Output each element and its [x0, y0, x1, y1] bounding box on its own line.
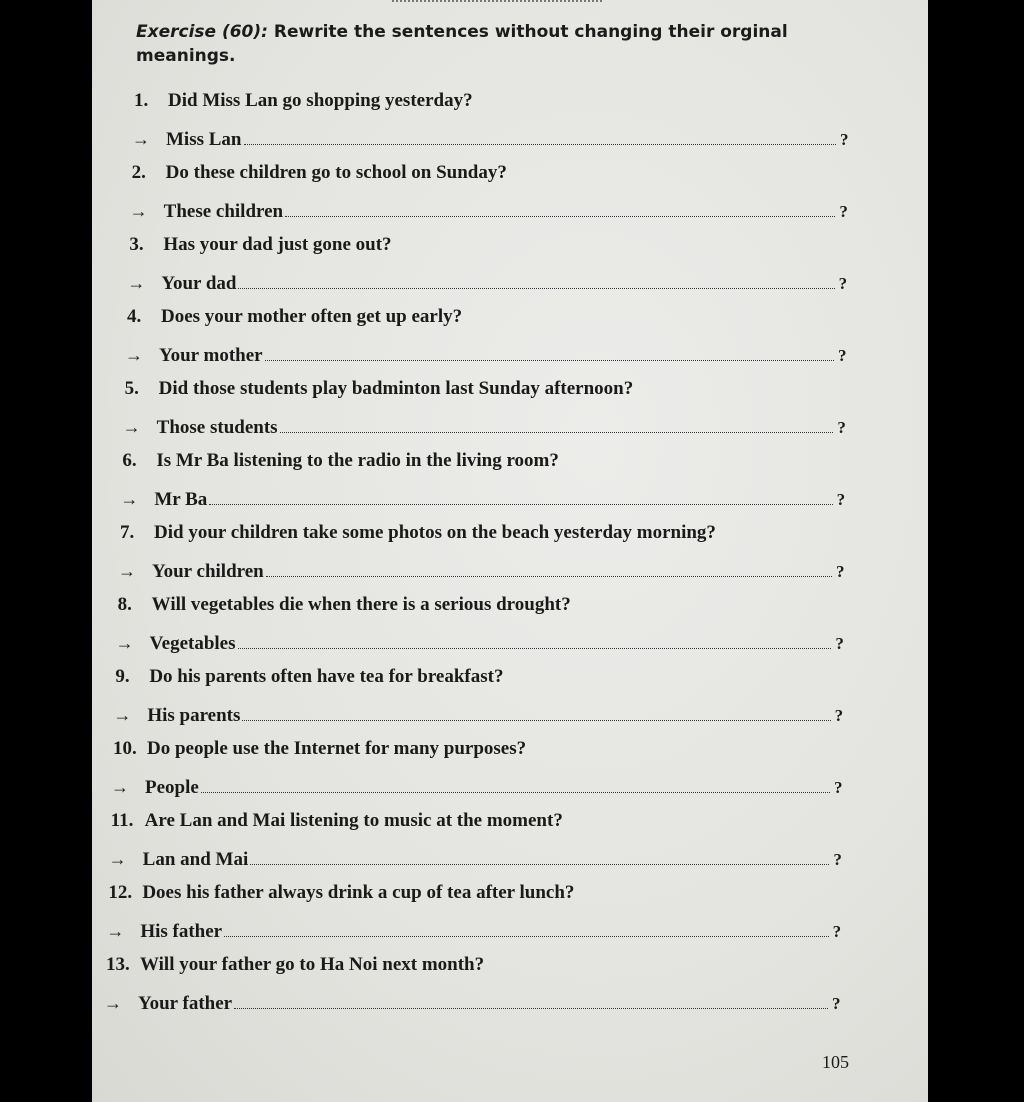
question-row [92, 518, 928, 554]
answer-row [92, 554, 848, 590]
answer-stem: Your children [152, 561, 264, 582]
answer-row [92, 482, 849, 518]
answer-stem: His father [140, 921, 223, 942]
question-row [92, 446, 928, 482]
answer-row [92, 770, 846, 806]
arrow-icon: → [118, 561, 136, 581]
question-mark: ? [836, 490, 846, 509]
exercise-label: Exercise (60): [136, 22, 268, 42]
question-text: Did your children take some photos on the beach yesterday morning? [154, 522, 716, 543]
question-mark: ? [839, 202, 848, 221]
question-mark: ? [840, 130, 849, 149]
answer-blank[interactable] [250, 842, 829, 865]
question-number: 13. [106, 954, 130, 975]
question-row [92, 662, 928, 698]
answer-row [92, 122, 852, 158]
answer-row [92, 266, 851, 302]
question-text: Do his parents often have tea for breakfast? [149, 666, 504, 687]
answer-blank[interactable] [238, 626, 832, 649]
question-row [92, 302, 928, 338]
exercise-list [92, 86, 928, 1022]
answer-row [92, 914, 845, 950]
exercise-instruction: Rewrite the sentences without changing their orginal [273, 22, 788, 42]
question-text: Are Lan and Mai listening to music at the moment? [144, 810, 563, 831]
arrow-icon: → [115, 633, 134, 653]
question-text: Do people use the Internet for many purposes? [147, 738, 527, 759]
arrow-icon: → [132, 129, 150, 149]
question-mark: ? [838, 346, 847, 365]
question-text: Did those students play badminton last Sunday afternoon? [158, 378, 634, 399]
question-text: Does your mother often get up early? [161, 306, 463, 327]
exercise-instruction-cont: meanings. [136, 46, 236, 66]
arrow-icon: → [120, 489, 139, 509]
answer-row [92, 194, 851, 230]
answer-blank[interactable] [224, 914, 829, 937]
question-text: Will vegetables die when there is a serious drought? [151, 594, 571, 615]
arrow-icon: → [108, 849, 127, 869]
question-text: Do these children go to school on Sunday? [165, 162, 507, 183]
question-mark: ? [832, 922, 842, 941]
answer-blank[interactable] [238, 266, 834, 289]
answer-blank[interactable] [266, 554, 832, 577]
question-mark: ? [838, 274, 848, 293]
answer-row [92, 338, 850, 374]
question-number: 6. [122, 450, 137, 471]
question-text: Has your dad just gone out? [163, 234, 392, 255]
question-number: 4. [127, 306, 142, 327]
question-text: Will your father go to Ha Noi next month? [140, 954, 485, 975]
answer-row [92, 410, 849, 446]
answer-blank[interactable] [285, 194, 835, 217]
question-row [92, 806, 928, 842]
question-mark: ? [836, 562, 845, 581]
question-row [92, 878, 928, 914]
arrow-icon: → [127, 273, 146, 293]
answer-stem: Vegetables [149, 633, 236, 654]
answer-blank[interactable] [209, 482, 832, 505]
question-row [92, 734, 928, 770]
answer-blank[interactable] [201, 770, 830, 793]
question-number: 10. [113, 738, 137, 759]
answer-blank[interactable] [265, 338, 834, 361]
question-row [92, 158, 928, 194]
answer-stem: His parents [147, 705, 241, 726]
question-number: 12. [108, 882, 133, 903]
question-number: 9. [115, 666, 130, 687]
arrow-icon: → [113, 705, 132, 725]
answer-blank[interactable] [234, 986, 828, 1009]
question-row [92, 590, 928, 626]
question-mark: ? [834, 778, 843, 797]
answer-row [92, 986, 844, 1022]
answer-stem: People [145, 777, 199, 798]
question-number: 1. [134, 90, 149, 111]
question-text: Is Mr Ba listening to the radio in the living room? [156, 450, 559, 471]
question-row [92, 230, 928, 266]
question-mark: ? [834, 706, 844, 725]
answer-stem: Lan and Mai [142, 849, 249, 870]
question-number: 11. [110, 810, 134, 831]
question-row [92, 374, 928, 410]
question-text: Does his father always drink a cup of tea after lunch? [142, 882, 575, 903]
answer-row [92, 698, 847, 734]
answer-stem: Miss Lan [166, 129, 242, 150]
answer-blank[interactable] [244, 122, 837, 145]
question-number: 8. [117, 594, 132, 615]
book-page [92, 0, 928, 1102]
answer-stem: Those students [156, 417, 278, 438]
question-mark: ? [835, 634, 844, 653]
answer-stem: Your mother [159, 345, 263, 366]
question-row [92, 950, 928, 986]
question-number: 5. [124, 378, 139, 399]
top-dotted-rule [392, 0, 602, 6]
page-number: 105 [822, 1052, 849, 1072]
question-mark: ? [833, 850, 842, 869]
answer-stem: Your dad [161, 273, 237, 294]
arrow-icon: → [106, 921, 125, 941]
answer-blank[interactable] [242, 698, 830, 721]
question-number: 2. [131, 162, 146, 183]
arrow-icon: → [125, 345, 143, 365]
exercise-header [136, 20, 876, 68]
question-mark: ? [837, 418, 846, 437]
answer-stem: Your father [138, 993, 233, 1014]
question-number: 7. [120, 522, 135, 543]
arrow-icon: → [111, 777, 129, 797]
question-mark: ? [832, 994, 841, 1013]
answer-stem: Mr Ba [154, 489, 208, 510]
answer-stem: These children [163, 201, 284, 222]
question-number: 3. [129, 234, 144, 255]
arrow-icon: → [104, 993, 122, 1013]
answer-blank[interactable] [280, 410, 834, 433]
arrow-icon: → [129, 201, 148, 221]
arrow-icon: → [122, 417, 141, 437]
answer-row [92, 842, 845, 878]
question-text: Did Miss Lan go shopping yesterday? [168, 90, 473, 111]
answer-row [92, 626, 847, 662]
question-row [92, 86, 928, 122]
